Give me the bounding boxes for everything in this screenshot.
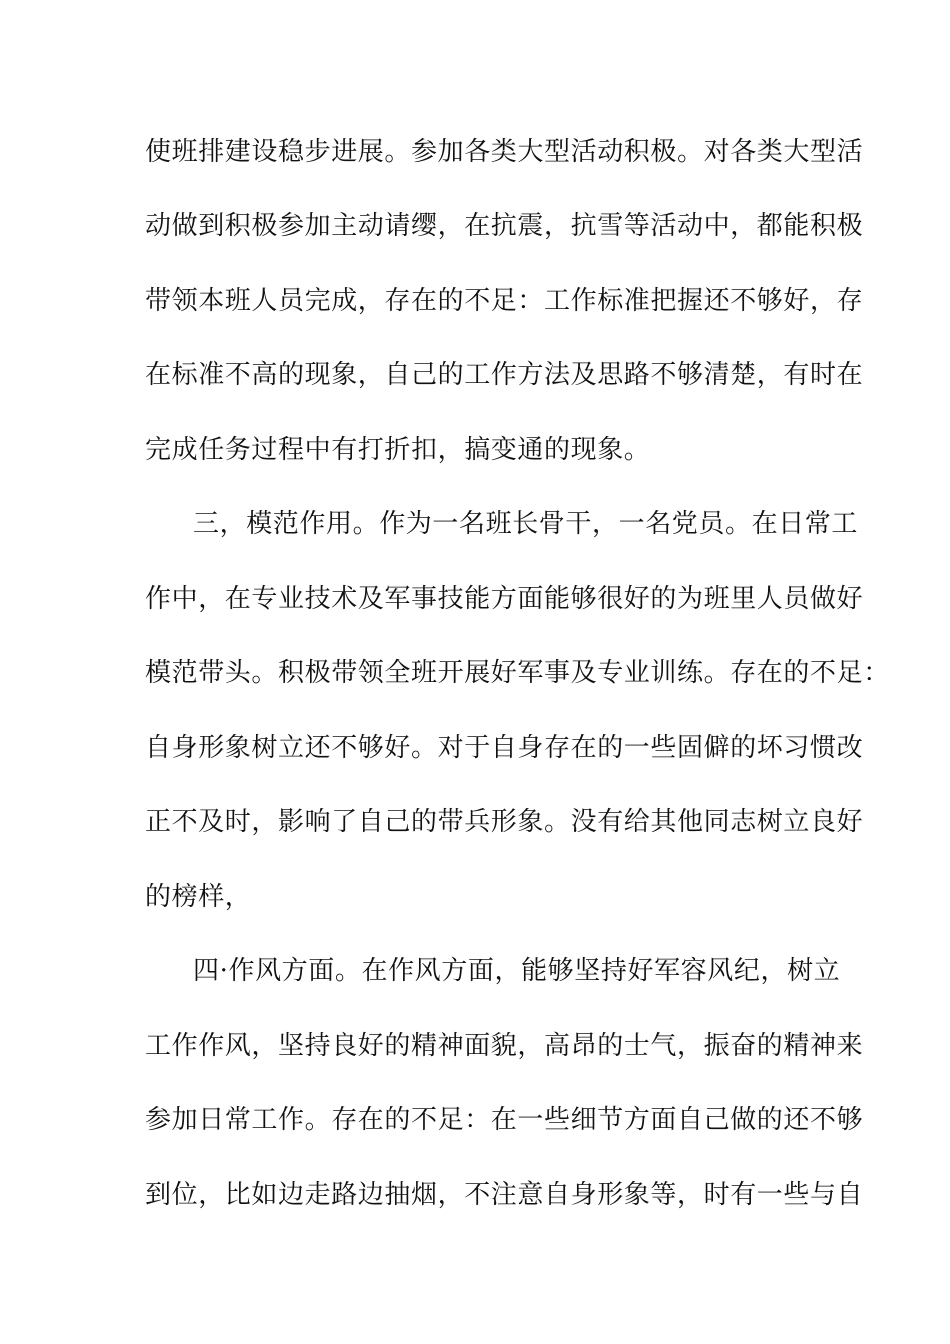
text-line: 正不及时，影响了自己的带兵形象。没有给其他同志树立良好 [145, 807, 864, 837]
text-line: 完成任务过程中有打折扣，搞变通的现象。 [145, 435, 651, 465]
text-line: 带领本班人员完成，存在的不足：工作标准把握还不够好，存 [145, 286, 864, 316]
text-line: 作中，在专业技术及军事技能方面能够很好的为班里人员做好 [145, 584, 864, 614]
text-line: 动做到积极参加主动请缨，在抗震，抗雪等活动中，都能积极 [145, 211, 864, 241]
text-line: 参加日常工作。存在的不足：在一些细节方面自己做的还不够 [145, 1105, 864, 1135]
text-line: 的榜样， [145, 882, 252, 912]
text-line: 在标准不高的现象，自己的工作方法及思路不够清楚，有时在 [145, 360, 864, 390]
text-line: 到位，比如边走路边抽烟，不注意自身形象等，时有一些与自 [145, 1180, 864, 1210]
text-line: 工作作风，坚持良好的精神面貌，高昂的士气，振奋的精神来 [145, 1031, 864, 1061]
text-line: 模范带头。积极带领全班开展好军事及专业训练。存在的不足： [145, 658, 890, 688]
paragraph-start-line: 四·作风方面。在作风方面，能够坚持好军容风纪，树立 [193, 956, 841, 986]
paragraph-start-line: 三，模范作用。作为一名班长骨干，一名党员。在日常工 [193, 509, 859, 539]
text-line: 使班排建设稳步进展。参加各类大型活动积极。对各类大型活 [145, 137, 864, 167]
text-line: 自身形象树立还不够好。对于自身存在的一些固僻的坏习惯改 [145, 733, 864, 763]
